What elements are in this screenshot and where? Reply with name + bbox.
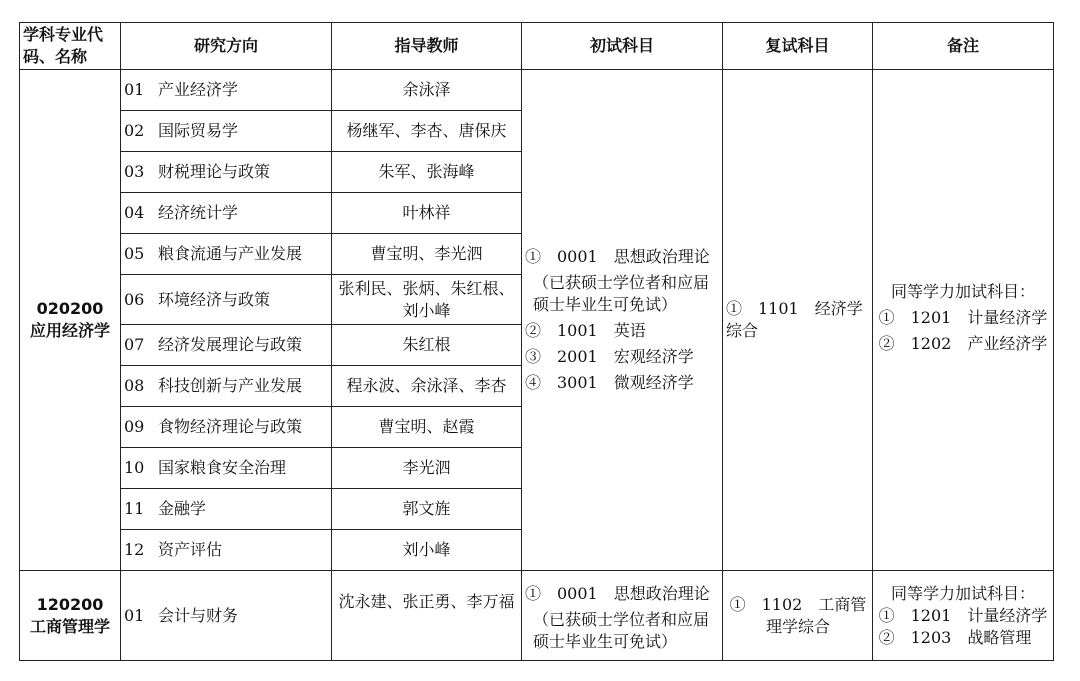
direction-number: 10: [124, 458, 145, 477]
exam-item: ③ 2001 宏观经济学: [525, 347, 694, 366]
direction-cell: [121, 70, 332, 111]
header-teacher: 指导教师: [332, 23, 522, 70]
remark-item: ② 1202 产业经济学: [878, 334, 1048, 353]
direction-number: 06: [124, 289, 145, 309]
teacher-cell: 程永波、余泳泽、李杏: [332, 366, 522, 407]
direction-cell: [121, 234, 332, 275]
header-remark: 备注: [873, 23, 1054, 70]
teacher-cell: 李光泗: [332, 448, 522, 489]
direction-name: 金融学: [158, 499, 207, 518]
teacher-cell: 曹宝明、赵霞: [332, 407, 522, 448]
remark-title: 同等学力加试科目：: [890, 583, 1035, 603]
teacher-cell: 沈永建、张正勇、李万福: [332, 571, 522, 661]
major-name: 应用经济学: [29, 321, 110, 340]
direction-number: 04: [124, 203, 145, 222]
teacher-cell: 刘小峰: [332, 530, 522, 571]
direction-name: 食物经济理论与政策: [158, 417, 303, 436]
header-code: 学科专业代码、名称: [20, 23, 121, 70]
direction-cell: [121, 366, 332, 407]
header-exam: 初试科目: [522, 23, 723, 70]
exam-item: ① 0001 思想政治理论: [525, 583, 710, 603]
teacher-cell: 余泳泽: [332, 70, 522, 111]
direction-cell: [121, 571, 332, 661]
direction-number: 12: [124, 540, 145, 559]
teacher-cell: 朱军、张海峰: [332, 152, 522, 193]
direction-number: 02: [124, 121, 145, 140]
direction-number: 05: [124, 244, 145, 263]
direction-name: 经济发展理论与政策: [158, 335, 303, 354]
retest-cell: ① 1101 经济学综合: [723, 70, 873, 571]
teacher-cell: 曹宝明、李光泗: [332, 234, 522, 275]
direction-name: 资产评估: [158, 540, 223, 559]
direction-cell: [121, 489, 332, 530]
direction-number: 03: [124, 162, 145, 181]
direction-cell: [121, 325, 332, 366]
direction-cell: [121, 152, 332, 193]
teacher-cell: 郭文旌: [332, 489, 522, 530]
remark-cell: [873, 70, 1054, 571]
major-cell: [20, 70, 121, 571]
remark-list: [879, 605, 1048, 649]
remark-item: ① 1201 计量经济学: [878, 605, 1048, 625]
direction-number: 11: [124, 499, 145, 518]
exam-item: ④ 3001 微观经济学: [525, 373, 694, 392]
remark-cell: [873, 571, 1054, 661]
exam-note: （已获硕士学位者和应届硕士毕业生可免试）: [533, 273, 710, 314]
remark-list: [879, 303, 1048, 359]
major-code: 120200: [36, 594, 104, 614]
direction-cell: [121, 530, 332, 571]
teacher-cell: 朱红根: [332, 325, 522, 366]
exam-cell: [522, 70, 723, 571]
remark-item: ② 1203 战略管理: [878, 627, 1032, 647]
exam-cell: [522, 571, 723, 661]
exam-item: ① 0001 思想政治理论: [525, 247, 710, 266]
major-code: 020200: [36, 299, 104, 318]
remark-item: ① 1201 计量经济学: [878, 308, 1048, 327]
direction-number: 01: [124, 80, 145, 99]
direction-name: 国家粮食安全治理: [158, 458, 287, 477]
header-row: [20, 23, 1054, 70]
direction-name: 经济统计学: [158, 203, 239, 222]
direction-number: 01: [124, 605, 145, 625]
direction-cell: [121, 193, 332, 234]
direction-number: 07: [124, 335, 145, 354]
table-row: [20, 70, 1054, 111]
major-cell: [20, 571, 121, 661]
teacher-cell: 张利民、张炳、朱红根、刘小峰: [332, 275, 522, 325]
direction-name: 财税理论与政策: [158, 162, 271, 181]
exam-item: ② 1001 英语: [525, 321, 646, 340]
direction-name: 会计与财务: [158, 605, 239, 625]
program-table: [19, 22, 1054, 661]
teacher-cell: 杨继军、李杏、唐保庆: [332, 111, 522, 152]
major-name: 工商管理学: [29, 616, 110, 636]
direction-name: 国际贸易学: [158, 121, 239, 140]
direction-number: 09: [124, 417, 145, 436]
header-direction: 研究方向: [121, 23, 332, 70]
direction-cell: [121, 407, 332, 448]
direction-cell: [121, 275, 332, 325]
direction-name: 粮食流通与产业发展: [158, 244, 303, 263]
retest-cell: ① 1102 工商管理学综合: [723, 571, 873, 661]
direction-cell: [121, 111, 332, 152]
remark-title: 同等学力加试科目：: [890, 282, 1035, 301]
teacher-cell: 叶林祥: [332, 193, 522, 234]
direction-name: 环境经济与政策: [158, 289, 271, 309]
direction-name: 科技创新与产业发展: [158, 376, 303, 395]
exam-note: （已获硕士学位者和应届硕士毕业生可免试）: [533, 609, 710, 651]
table-row: [20, 571, 1054, 661]
direction-number: 08: [124, 376, 145, 395]
direction-cell: [121, 448, 332, 489]
direction-name: 产业经济学: [158, 80, 239, 99]
header-retest: 复试科目: [723, 23, 873, 70]
